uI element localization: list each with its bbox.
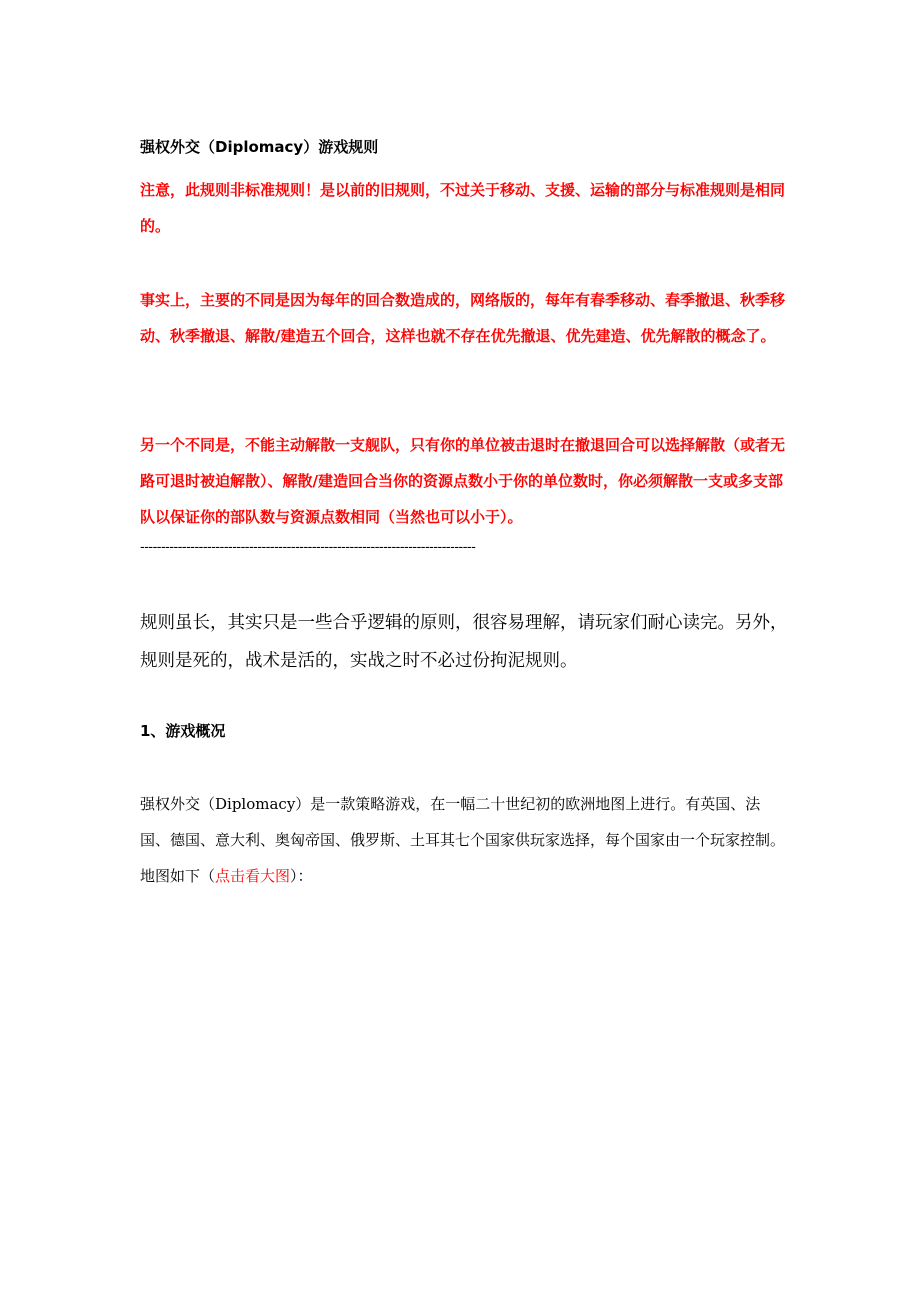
- notice-paragraph-2: 事实上，主要的不同是因为每年的回合数造成的，网络版的，每年有春季移动、春季撤退、秋季移动、秋季撤退、解散/建造五个回合，这样也就不存在优先撤退、优先建造、优先解散的概念了。: [140, 291, 786, 345]
- overview-text: 强权外交（Diplomacy）是一款策略游戏，在一幅二十世纪初的欧洲地图上进行。有英国、法国、德国、意大利、奥匈帝国、俄罗斯、土耳其七个国家供玩家选择，每个国家由一个玩家控制。地图如下（: [140, 795, 786, 885]
- overview-text-end: ）：: [290, 867, 313, 885]
- intro-paragraph: 规则虽长，其实只是一些合乎逻辑的原则，很容易理解，请玩家们耐心读完。另外，规则是死的，战术是活的，实战之时不必过份拘泥规则。: [140, 613, 788, 671]
- notice-paragraph-3: 另一个不同是，不能主动解散一支舰队，只有你的单位被击退时在撤退回合可以选择解散（或者无路可退时被迫解散）、解散/建造回合当你的资源点数小于你的单位数时，你必须解散一支或多支部队以保证你的部队数与资源点数相同（当然也可以小于）。: [140, 436, 786, 526]
- view-large-map-link[interactable]: 点击看大图: [215, 867, 291, 885]
- section-heading-game-overview: 1、游戏概况: [140, 722, 226, 740]
- divider-line: --------------------------------------------------------------------------------: [140, 540, 476, 555]
- game-overview-paragraph: [140, 786, 790, 894]
- notice-paragraph-1: 注意，此规则非标准规则！是以前的旧规则，不过关于移动、支援、运输的部分与标准规则是相同的。: [140, 181, 786, 235]
- document-title: 强权外交（Diplomacy）游戏规则: [140, 138, 379, 156]
